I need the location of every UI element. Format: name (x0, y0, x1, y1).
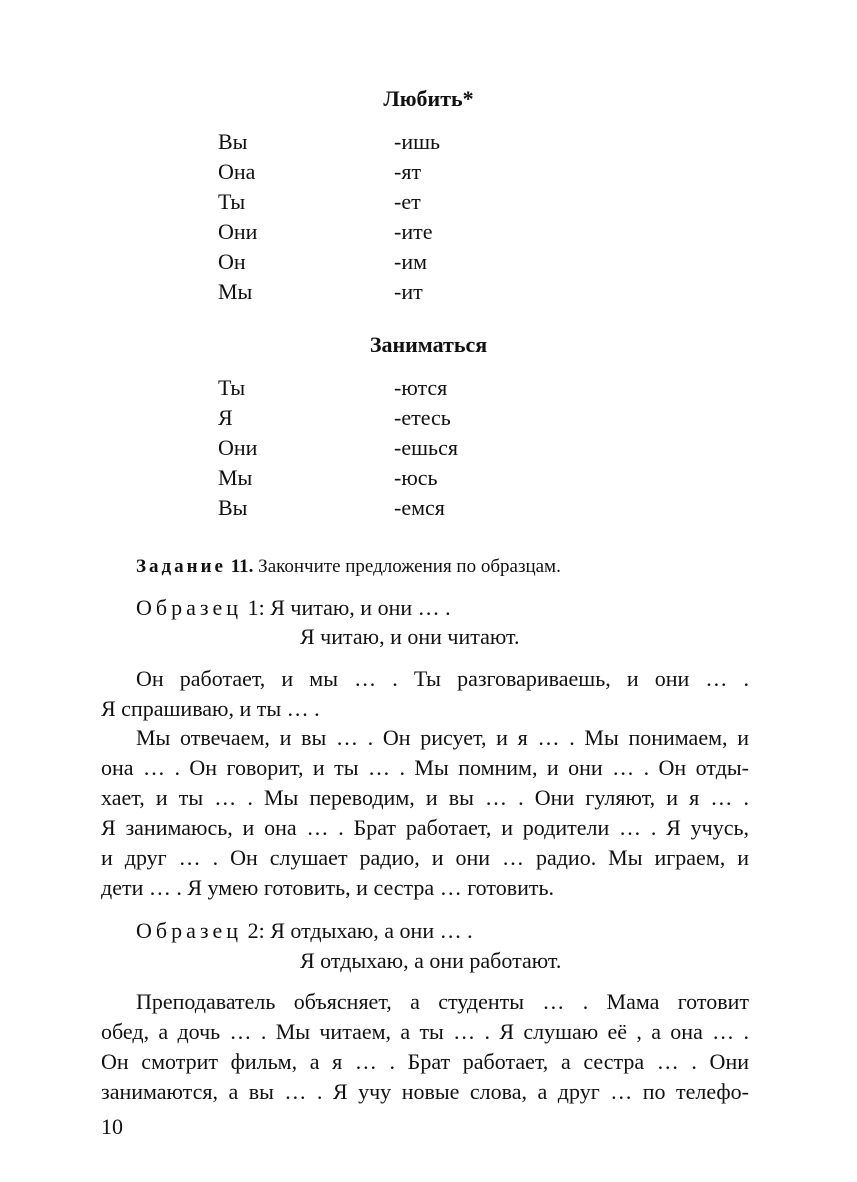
pronoun: Ты (218, 375, 246, 400)
ending: -ешься (394, 435, 458, 460)
text-line: Он работает, и мы … . Ты разговариваешь, и они … . (136, 666, 749, 691)
conjugation-row (0, 403, 857, 433)
pronoun: Мы (218, 465, 253, 490)
pronoun: Он (218, 249, 246, 274)
sample-number: 1: (247, 595, 265, 620)
pronoun: Ты (218, 189, 246, 214)
ending: -ит (394, 279, 423, 304)
text-line: Он смотрит фильм, а я … . Брат работает, а сестра … . Они (101, 1049, 749, 1074)
pronoun: Мы (218, 279, 253, 304)
sample-number: 2: (247, 918, 265, 943)
conjugation-row (0, 187, 857, 217)
conjugation-row (0, 493, 857, 523)
conjugation-row (0, 127, 857, 157)
conjugation-table-zanimatsya (0, 373, 857, 523)
pronoun: Вы (218, 495, 248, 520)
ending: -ят (394, 159, 422, 184)
ending: -им (394, 249, 428, 274)
conjugation-row (0, 277, 857, 307)
text-line: Преподаватель объясняет, а студенты … . Мама готовит (136, 989, 749, 1014)
ending: -ишь (394, 129, 441, 154)
sample-label: Образец (136, 595, 243, 620)
ending: -ите (394, 219, 433, 244)
task-instruction: Закончите предложения по образцам. (258, 556, 561, 577)
sample-1-answer: Я читаю, и они читают. (300, 624, 520, 649)
page-number: 10 (101, 1114, 123, 1139)
text-line: занимаются, а вы … . Я учу новые слова, а друг … по телефо- (101, 1079, 749, 1104)
conjugation-row (0, 247, 857, 277)
pronoun: Они (218, 435, 258, 460)
pronoun: Они (218, 219, 258, 244)
ending: -емся (394, 495, 445, 520)
sample-label: Образец (136, 918, 243, 943)
verb-heading-lubit: Любить* (383, 86, 474, 111)
sample-prompt: Я отдыхаю, а они … . (270, 918, 473, 943)
sample-prompt: Я читаю, и они … . (270, 595, 451, 620)
task-label: Задание (136, 556, 226, 577)
ending: -ет (394, 189, 421, 214)
ending: -ются (394, 375, 448, 400)
text-line: Мы отвечаем, и вы … . Он рисует, и я … . Мы понимаем, и (136, 725, 749, 750)
exercise-paragraph-2 (101, 723, 749, 903)
conjugation-row (0, 157, 857, 187)
verb-heading-zanimatsya: Заниматься (369, 332, 488, 357)
text-line: Я занимаюсь, и она … . Брат работает, и родители … . Я учусь, (101, 815, 749, 840)
pronoun: Я (218, 405, 233, 430)
ending: -етесь (394, 405, 451, 430)
sample-1 (136, 593, 451, 623)
sample-2-answer: Я отдыхаю, а они работают. (300, 948, 562, 973)
exercise-paragraph-1 (101, 664, 749, 724)
conjugation-row (0, 433, 857, 463)
conjugation-row (0, 373, 857, 403)
sample-2 (136, 916, 473, 946)
text-line: хает, и ты … . Мы переводим, и вы … . Они гуляют, и я … . (101, 785, 749, 810)
text-line: она … . Он говорит, и ты … . Мы помним, и они … . Он отды- (101, 755, 749, 780)
ending: -юсь (394, 465, 438, 490)
conjugation-row (0, 463, 857, 493)
conjugation-row (0, 217, 857, 247)
exercise-paragraph-3 (101, 987, 749, 1107)
pronoun: Вы (218, 129, 248, 154)
task-number: 11. (230, 556, 254, 577)
pronoun: Она (218, 159, 256, 184)
text-line: дети … . Я умею готовить, и сестра … готовить. (101, 875, 555, 900)
text-line: обед, а дочь … . Мы читаем, а ты … . Я слушаю её , а она … . (101, 1019, 749, 1044)
conjugation-table-lubit (0, 127, 857, 307)
task-header (136, 554, 561, 580)
text-line: Я спрашиваю, и ты … . (101, 696, 320, 721)
text-line: и друг … . Он слушает радио, и они … радио. Мы играем, и (101, 845, 749, 870)
